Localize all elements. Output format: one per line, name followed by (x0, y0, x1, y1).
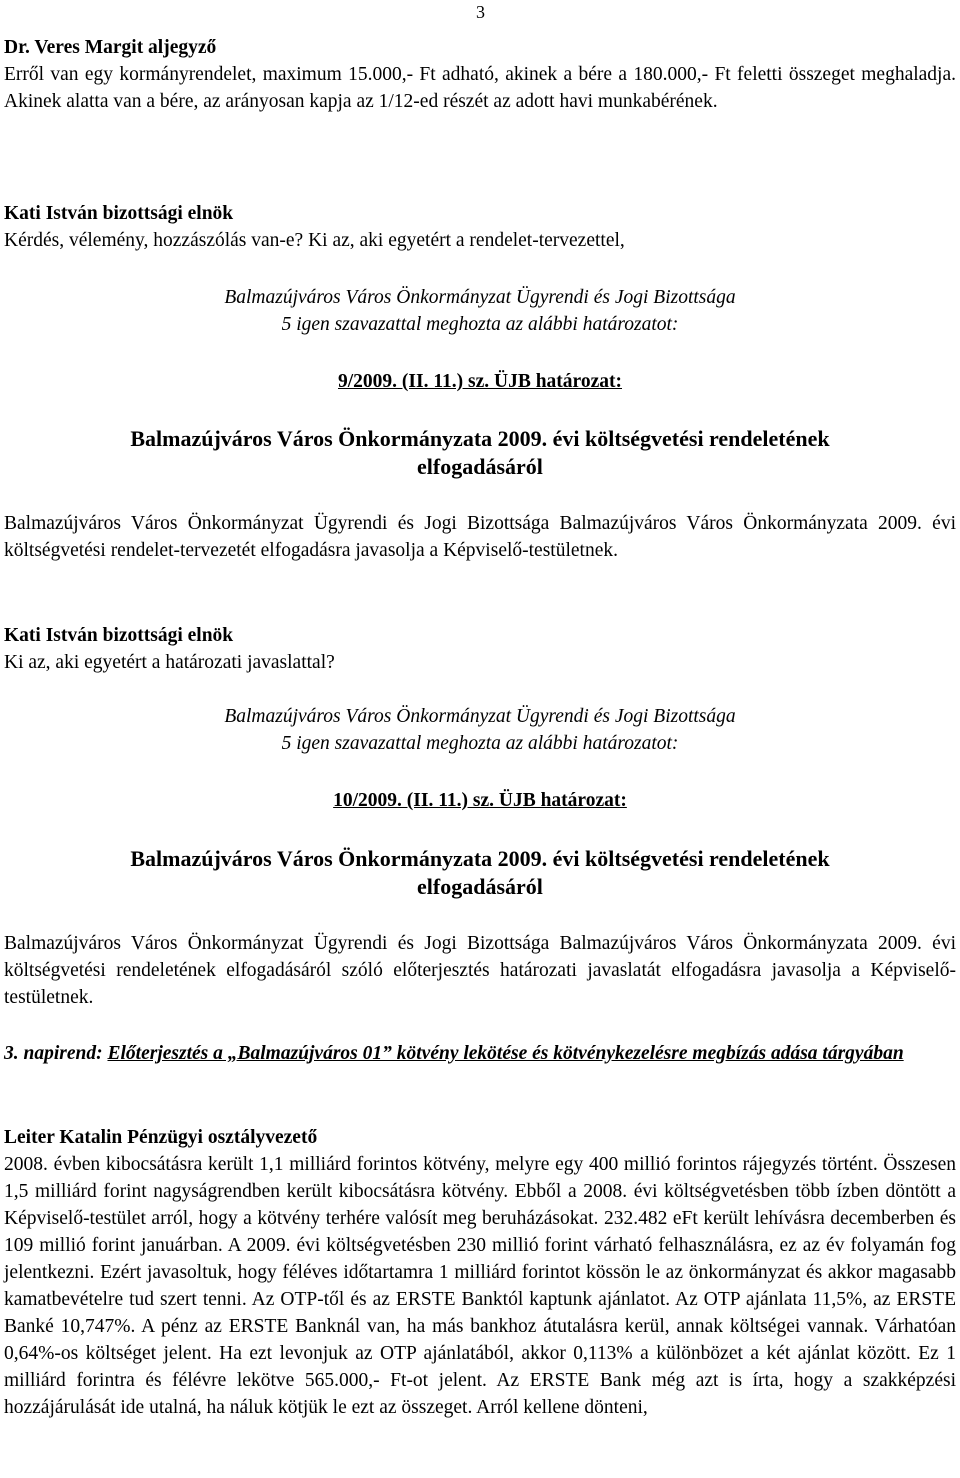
speaker-name: Kati István bizottsági elnök (4, 625, 234, 646)
speaker-kati-section-2 (4, 622, 956, 676)
speaker-kati-section-1 (4, 200, 956, 254)
resolution-title-1 (4, 425, 956, 481)
page-number: 3 (476, 2, 485, 22)
agenda-item-3 (4, 1040, 956, 1067)
vote-statement-2 (4, 703, 956, 757)
speaker-name: Dr. Veres Margit aljegyző (4, 37, 217, 58)
resolution-text-1: Balmazújváros Város Önkormányzat Ügyrendi és Jogi Bizottsága Balmazújváros Város Önkormányzata 2009. évi költségvetési rendelet-tervezetét elfogadásra javasolja a Képviselő-testületnek. (4, 513, 956, 561)
resolution-title-line: Balmazújváros Város Önkormányzata 2009. évi költségvetési rendeletének (130, 426, 830, 451)
resolution-title-line: elfogadásáról (417, 874, 543, 899)
resolution-title-line: Balmazújváros Város Önkormányzata 2009. évi költségvetési rendeletének (130, 846, 830, 871)
speaker-name: Leiter Katalin Pénzügyi osztályvezető (4, 1127, 318, 1148)
speaker-text: Kérdés, vélemény, hozzászólás van-e? Ki az, aki egyetért a rendelet-tervezettel, (4, 230, 625, 251)
resolution-text-2: Balmazújváros Város Önkormányzat Ügyrendi és Jogi Bizottsága Balmazújváros Város Önkormányzata 2009. évi költségvetési rendeletének elfogadásáról szóló előterjesztés határozati javaslatát elfogadásra javasolja a Képviselő-testületnek. (4, 933, 956, 1008)
resolution-number-2: 10/2009. (II. 11.) sz. ÜJB határozat: (333, 790, 627, 811)
committee-name: Balmazújváros Város Önkormányzat Ügyrendi és Jogi Bizottsága (224, 706, 736, 727)
vote-result: 5 igen szavazattal meghozta az alábbi határozatot: (281, 314, 679, 335)
speaker-text: 2008. évben kibocsátásra került 1,1 milliárd forintos kötvény, melyre egy 400 millió forintos rájegyzés történt. Összesen 1,5 milliárd forint nagyságrendben került kibocsátásra kötvény. Ebből a 2008. évi költségvetésben több ízben döntött a Képviselő-testület arról, hogy a kötvény terhére valósít meg beruházásokat. 232.482 eFt került lehívásra decemberben és 109 millió forint januárban. A 2009. évi költségvetésben 230 millió forint várható felhasználásra, ez az év folyamán fog jelentkezni. Ezért javasoltuk, hogy féléves időtartamra 1 milliárd forintot kössön le az önkormányzat és akkor magasabb kamatbevételre tud szert tenni. Az OTP-től és az ERSTE Banktól kaptunk ajánlatot. Az OTP ajánlata 11,5%, az ERSTE Banké 10,747%. A pénz az ERSTE Banknál van, ha más bankhoz átutalásra kerül, annak költségei vannak. Várhatóan 0,64%-os költséget jelent. Ha ezt levonjuk az OTP ajánlatából, akkor 0,113% a különbözet a két ajánlat között. Ez 1 milliárd forintra és félévre lekötve 565.000,- Ft-ot jelent. Az ERSTE Bank még azt is írta, hogy a szakképzési hozzájárulását ide utalná, ha náluk kötjük le ezt az összeget. Arról kellene dönteni, (4, 1154, 956, 1418)
speaker-text: Ki az, aki egyetért a határozati javaslattal? (4, 652, 335, 673)
vote-statement-1 (4, 284, 956, 338)
agenda-title: Előterjesztés a „Balmazújváros 01” kötvény lekötése és kötvénykezelésre megbízás adása tárgyában (107, 1043, 904, 1064)
resolution-number-1: 9/2009. (II. 11.) sz. ÜJB határozat: (338, 371, 622, 392)
vote-result: 5 igen szavazattal meghozta az alábbi határozatot: (281, 733, 679, 754)
committee-name: Balmazújváros Város Önkormányzat Ügyrendi és Jogi Bizottsága (224, 287, 736, 308)
speaker-name: Kati István bizottsági elnök (4, 203, 234, 224)
speaker-text: Erről van egy kormányrendelet, maximum 15.000,- Ft adható, akinek a bére a 180.000,- Ft feletti összeget meghaladja. Akinek alatta van a bére, az arányosan kapja az 1/12-ed részét az adott havi munkabérének. (4, 64, 956, 112)
resolution-title-2 (4, 845, 956, 901)
speaker-leiter-section (4, 1124, 956, 1421)
resolution-title-line: elfogadásáról (417, 454, 543, 479)
speaker-veres-section (4, 34, 956, 115)
agenda-prefix: 3. napirend: (4, 1043, 103, 1064)
